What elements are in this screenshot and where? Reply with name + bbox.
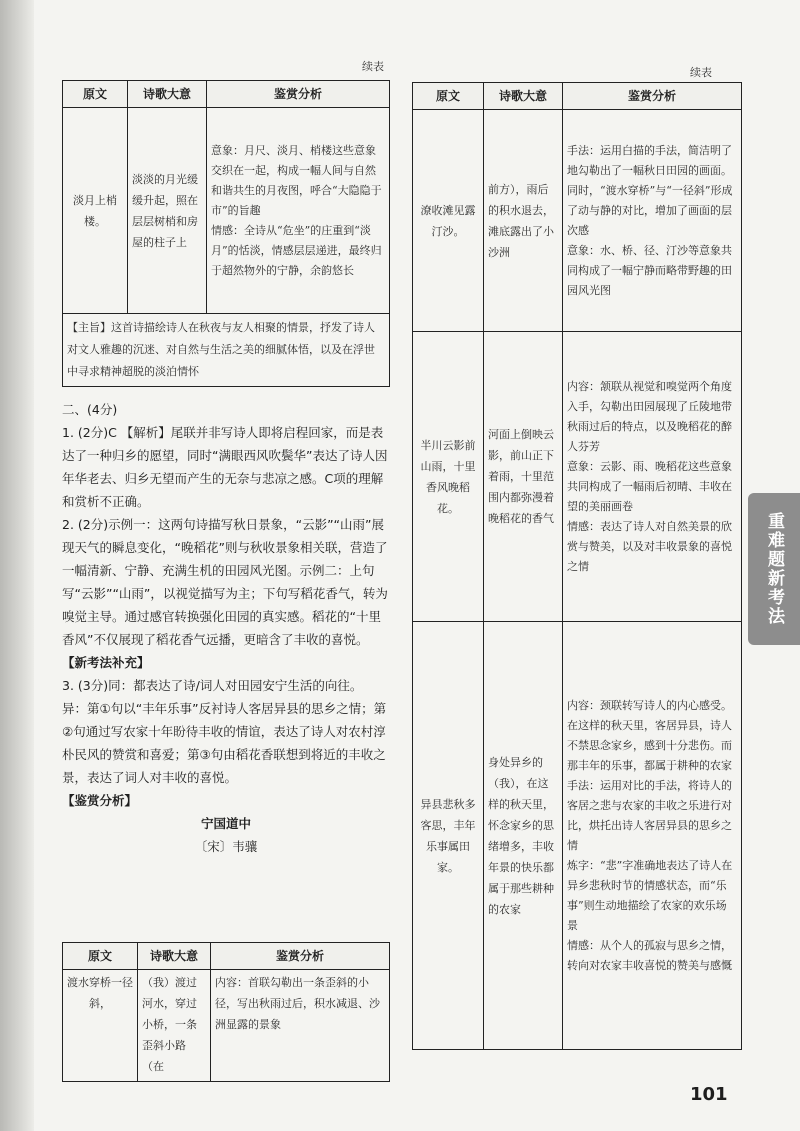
cell-original: 淡月上梢楼。 [63,108,128,314]
section-side-tab: 重难题新考法 [748,493,800,645]
cell-meaning: （我）渡过河水，穿过小桥，一条歪斜小路（在 [138,970,211,1082]
header-meaning: 诗歌大意 [128,81,207,108]
cell-analysis: 内容：颔联从视觉和嗅觉两个角度入手，勾勒出田园展现了丘陵地带秋雨过后的特点，以及晚稻花的醉人芬芳 意象：云影、雨、晚稻花这些意象共同构成了一幅雨后初晴、丰收在望的美丽画卷 情感：表达了诗人对自然美景的欣赏与赞美，以及对丰收景象的喜悦之情 [563,332,742,622]
theme-cell: 【主旨】这首诗描绘诗人在秋夜与友人相聚的情景，抒发了诗人对文人雅趣的沉迷、对自然与生活之美的细腻体悟，以及在浮世中寻求精神超脱的淡泊情怀 [63,314,390,387]
answer-3-same: 3. (3分)同：都表达了诗/词人对田园安宁生活的向往。 [62,678,363,693]
section-heading: 二、(4分) [62,402,118,417]
answer-1: 1. (2分)C 【解析】尾联并非写诗人即将启程回家，而是表达了一种归乡的愿望，同时“满眼西风吹鬓华”表达了诗人因年华老去、归乡无望而产生的无奈与悲凉之感。C项的理解和赏析不正确。 [62,425,388,509]
cell-analysis: 手法：运用白描的手法，简洁明了地勾勒出了一幅秋日田园的画面。同时，“渡水穿桥”与“一径斜”形成了动与静的对比，增加了画面的层次感 意象：水、桥、径、汀沙等意象共同构成了一幅宁静而略带野趣的田园风光图 [563,110,742,332]
left-analysis-table [62,80,390,387]
answers-section [62,398,390,858]
right-analysis-table [412,82,742,1050]
answer-3-diff: 异：第①句以“丰年乐事”反衬诗人客居异县的思乡之情；第②句通过写农家十年盼待丰收的情谊，表达了诗人对农村淳朴民风的赞赏和喜爱；第③句由稻花香联想到将近的丰收之景，表达了词人对丰收的喜悦。 [62,701,387,785]
appreciation-heading: 【鉴赏分析】 [62,793,138,808]
supplement-heading: 【新考法补充】 [62,655,150,670]
cell-meaning: 身处异乡的（我），在这样的秋天里，怀念家乡的思绪增多，丰收年景的快乐都属于那些耕种的农家 [484,622,563,1050]
page-number: 101 [690,1084,728,1105]
cell-analysis: 内容：首联勾勒出一条歪斜的小径，写出秋雨过后，积水减退、沙洲显露的景象 [211,970,390,1082]
header-analysis: 鉴赏分析 [207,81,390,108]
cell-original: 渡水穿桥一径斜， [63,970,138,1082]
page-binding-shadow [0,0,34,1131]
header-analysis: 鉴赏分析 [211,943,390,970]
header-original: 原文 [63,81,128,108]
cell-meaning: 前方），雨后的积水退去，滩底露出了小沙洲 [484,110,563,332]
header-original: 原文 [63,943,138,970]
poem-author: 〔宋〕韦骧 [194,839,258,854]
header-analysis: 鉴赏分析 [563,83,742,110]
answer-2: 2. (2分)示例一：这两句诗描写秋日景象，“云影”“山雨”展现天气的瞬息变化，“晚稻花”则与秋收景象相关联，营造了一幅清新、宁静、充满生机的田园风光图。示例二：上句写“云影”“山雨”，以视觉描写为主；下句写稻花香气，转为嗅觉主导。通过感官转换强化田园的真实感。稻花的“十里香风”不仅展现了稻花香气远播，更暗含了丰收的喜悦。 [62,517,388,647]
continued-caption-right: 续表 [690,66,712,79]
continued-caption-left: 续表 [362,60,384,73]
cell-original: 异县悲秋多客思，丰年乐事属田家。 [413,622,484,1050]
poem-title: 宁国道中 [200,816,251,831]
bottom-analysis-table [62,942,390,1082]
cell-meaning: 河面上倒映云影，前山正下着雨，十里范围内都弥漫着晚稻花的香气 [484,332,563,622]
cell-meaning: 淡淡的月光缓缓升起，照在层层树梢和房屋的柱子上 [128,108,207,314]
cell-original: 半川云影前山雨，十里香风晚稻花。 [413,332,484,622]
cell-analysis: 意象：月尺、淡月、梢楼这些意象交织在一起，构成一幅人间与自然和谐共生的月夜图，呼合“大隐隐于市”的旨趣 情感：全诗从“危坐”的庄重到“淡月”的恬淡，情感层层递进，最终归于超然物外的宁静，余韵悠长 [207,108,390,314]
cell-analysis: 内容：颈联转写诗人的内心感受。在这样的秋天里，客居异县，诗人不禁思念家乡，感到十分悲伤。而那丰年的乐事，都属于耕种的农家 手法：运用对比的手法，将诗人的客居之悲与农家的丰收之乐进行对比，烘托出诗人客居异县的思乡之情 炼字：“悲”字准确地表达了诗人在异乡悲秋时节的情感状态，而“乐事”则生动地描绘了农家的欢乐场景 情感：从个人的孤寂与思乡之情，转向对农家丰收喜悦的赞美与感慨 [563,622,742,1050]
header-original: 原文 [413,83,484,110]
cell-original: 潦收滩见露汀沙。 [413,110,484,332]
header-meaning: 诗歌大意 [484,83,563,110]
header-meaning: 诗歌大意 [138,943,211,970]
